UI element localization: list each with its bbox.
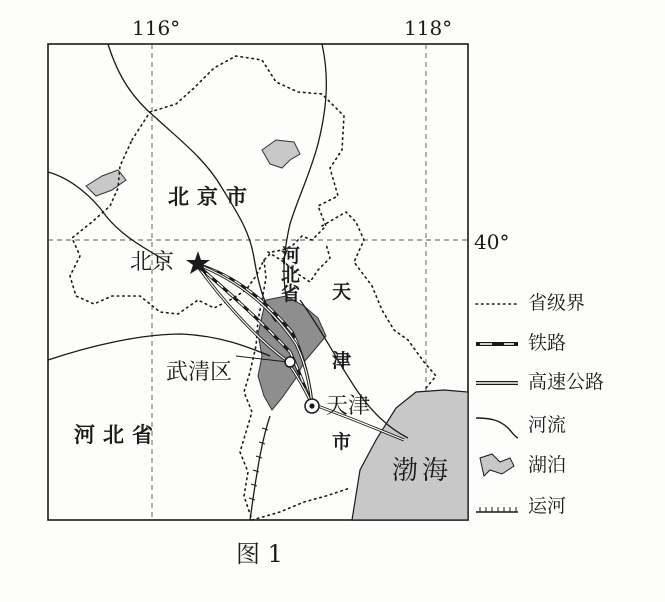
tianjin-municipality-char-1: 天 [332, 281, 352, 303]
figure-caption: 图 1 [236, 540, 283, 568]
legend-lake-label: 湖泊 [528, 454, 567, 476]
miyun-reservoir [262, 140, 300, 168]
longitude-116-label: 116° [132, 16, 181, 40]
beijing-city-label: 北京 [130, 250, 175, 275]
legend-railway-label: 铁路 [528, 332, 567, 354]
beijing-star-icon [186, 251, 210, 274]
lake-icon [480, 454, 514, 476]
wuqing-point-icon [285, 357, 295, 367]
hebei-small-char-1: 河 [281, 245, 301, 267]
river-north [108, 44, 276, 322]
beijing-municipality-label: 北京市 [168, 184, 255, 209]
tianjin-municipality-char-2: 津 [332, 350, 352, 372]
legend-canal-label: 运河 [528, 495, 567, 517]
latitude-40-label: 40° [474, 230, 510, 254]
hebei-small-char-2: 北 [281, 264, 301, 286]
tianjin-city-label: 天津 [326, 394, 371, 419]
wuqing-district-label: 武清区 [166, 360, 233, 385]
river-icon [476, 418, 518, 438]
hebei-small-char-3: 省 [281, 283, 301, 305]
tianjin-municipality-char-3: 市 [332, 431, 352, 453]
legend-icons [476, 304, 518, 512]
legend-river-label: 河流 [528, 414, 567, 436]
bohai-sea-label-2: 海 [422, 456, 449, 486]
hebei-province-label: 河北省 [74, 422, 161, 447]
bohai-sea-label-1: 渤 [392, 456, 419, 486]
tianjin-south-boundary [252, 488, 350, 520]
longitude-118-label: 118° [404, 16, 453, 40]
canal-icon [476, 507, 518, 512]
grand-canal [250, 416, 270, 520]
legend-provincial-boundary-label: 省级界 [528, 292, 586, 314]
legend-expressway-label: 高速公路 [528, 371, 605, 393]
